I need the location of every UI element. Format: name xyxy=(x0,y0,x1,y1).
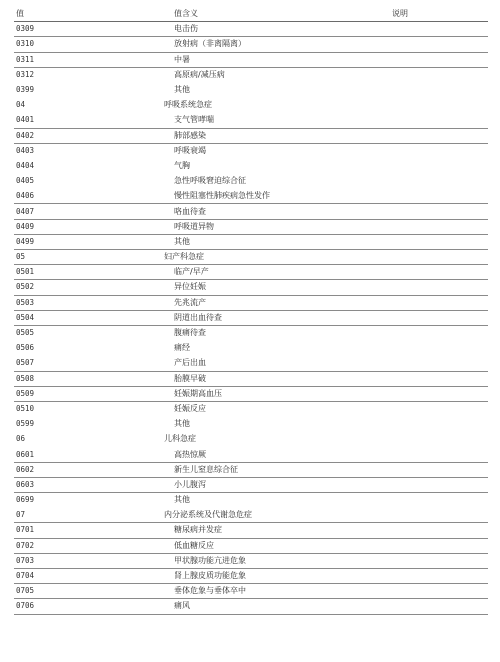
table-row xyxy=(14,280,488,295)
table-row xyxy=(14,22,488,37)
row-note xyxy=(392,477,488,492)
row-meaning: 其他 xyxy=(174,85,190,95)
row-code: 0602 xyxy=(14,462,164,477)
table-row xyxy=(14,568,488,583)
row-code: 0402 xyxy=(14,128,164,143)
row-note xyxy=(392,189,488,204)
table-row xyxy=(14,356,488,371)
table-body xyxy=(14,22,488,614)
row-note xyxy=(392,386,488,401)
row-note xyxy=(392,325,488,340)
row-note xyxy=(392,82,488,97)
row-code: 0701 xyxy=(14,523,164,538)
table-row xyxy=(14,508,488,523)
row-meaning: 呼吸道异物 xyxy=(164,219,392,234)
row-meaning: 肾上腺皮质功能危象 xyxy=(164,568,392,583)
header-meaning: 值含义 xyxy=(164,7,392,22)
row-note xyxy=(392,143,488,158)
row-code: 0507 xyxy=(14,356,164,371)
row-meaning: 内分泌系统及代谢急危症 xyxy=(164,508,392,523)
row-note xyxy=(392,37,488,52)
row-meaning: 妇产科急症 xyxy=(164,250,392,265)
row-note xyxy=(392,568,488,583)
row-note xyxy=(392,508,488,523)
row-note xyxy=(392,584,488,599)
table-row xyxy=(14,250,488,265)
row-note xyxy=(392,234,488,249)
row-meaning: 痛经 xyxy=(174,343,190,353)
row-meaning: 儿科急症 xyxy=(164,434,196,444)
row-code: 0404 xyxy=(16,160,35,170)
table-row xyxy=(14,98,488,113)
row-code: 0599 xyxy=(16,419,35,429)
row-code: 0706 xyxy=(14,599,164,614)
table-row xyxy=(14,584,488,599)
row-note xyxy=(392,128,488,143)
table-row xyxy=(14,477,488,492)
row-meaning: 新生儿窒息综合征 xyxy=(164,462,392,477)
row-code: 0403 xyxy=(16,145,35,155)
row-note xyxy=(392,204,488,219)
row-code: 0407 xyxy=(14,204,164,219)
row-code: 0704 xyxy=(14,568,164,583)
row-note xyxy=(392,52,488,67)
row-meaning: 咯血待查 xyxy=(164,204,392,219)
row-code: 0409 xyxy=(14,219,164,234)
table-row xyxy=(14,234,488,249)
row-code: 0399 xyxy=(16,85,35,95)
row-code: 0702 xyxy=(14,538,164,553)
row-code: 0506 xyxy=(16,343,35,353)
row-code: 0309 xyxy=(14,22,164,37)
table-row xyxy=(14,265,488,280)
table-row xyxy=(14,386,488,401)
row-code: 0510 xyxy=(16,403,35,413)
row-note xyxy=(392,265,488,280)
table-row xyxy=(14,417,488,432)
row-code: 0699 xyxy=(16,495,35,505)
row-code: 0501 xyxy=(14,265,164,280)
row-code: 0705 xyxy=(14,584,164,599)
table-row xyxy=(14,599,488,614)
row-note xyxy=(392,553,488,568)
table-row xyxy=(14,462,488,477)
table-row xyxy=(14,538,488,553)
row-note xyxy=(392,599,488,614)
row-meaning: 小儿腹泻 xyxy=(164,477,392,492)
row-code: 0499 xyxy=(14,234,164,249)
row-code: 0509 xyxy=(14,386,164,401)
header-row xyxy=(14,7,488,22)
row-meaning: 妊娠反应 xyxy=(174,403,206,413)
row-meaning: 产后出血 xyxy=(164,356,392,371)
row-code: 0405 xyxy=(16,176,35,186)
row-note xyxy=(392,295,488,310)
row-note xyxy=(392,523,488,538)
table-row xyxy=(14,143,488,158)
row-code: 04 xyxy=(16,100,26,110)
code-table xyxy=(14,7,488,615)
row-code: 07 xyxy=(14,508,164,523)
row-note xyxy=(392,341,488,356)
table-row xyxy=(14,310,488,325)
row-code: 0504 xyxy=(14,310,164,325)
row-meaning: 呼吸系统急症 xyxy=(164,100,212,110)
row-code: 06 xyxy=(16,434,26,444)
row-meaning: 妊娠期高血压 xyxy=(164,386,392,401)
row-meaning: 糖尿病并发症 xyxy=(164,523,392,538)
row-note xyxy=(392,22,488,37)
row-note xyxy=(392,158,488,173)
row-note xyxy=(392,356,488,371)
table-row xyxy=(14,67,488,82)
table-row xyxy=(14,523,488,538)
row-meaning: 阴道出血待查 xyxy=(164,310,392,325)
table-row xyxy=(14,341,488,356)
row-code: 0505 xyxy=(16,328,35,338)
row-note xyxy=(392,219,488,234)
row-note xyxy=(392,174,488,189)
row-code: 0311 xyxy=(14,52,164,67)
table-row xyxy=(14,432,488,447)
header-note: 说明 xyxy=(392,7,488,22)
row-code: 0310 xyxy=(14,37,164,52)
row-meaning: 低血糖反应 xyxy=(164,538,392,553)
row-meaning: 急性呼吸窘迫综合征 xyxy=(174,176,246,186)
row-code: 0406 xyxy=(14,189,164,204)
row-note xyxy=(392,493,488,508)
row-code: 0502 xyxy=(14,280,164,295)
row-meaning: 甲状腺功能亢进危象 xyxy=(164,553,392,568)
row-meaning: 异位妊娠 xyxy=(164,280,392,295)
row-meaning: 呼吸衰竭 xyxy=(174,145,206,155)
table-row xyxy=(14,325,488,340)
row-code: 0401 xyxy=(14,113,164,128)
row-note xyxy=(392,67,488,82)
row-note xyxy=(392,98,488,113)
row-meaning: 其他 xyxy=(174,419,190,429)
row-code: 0601 xyxy=(14,447,164,462)
row-note xyxy=(392,538,488,553)
header-code: 值 xyxy=(14,7,164,22)
row-meaning: 电击伤 xyxy=(164,22,392,37)
table-row xyxy=(14,128,488,143)
table-row xyxy=(14,295,488,310)
table-row xyxy=(14,401,488,416)
row-meaning: 支气管哮喘 xyxy=(164,113,392,128)
row-code: 0503 xyxy=(14,295,164,310)
row-code: 0508 xyxy=(14,371,164,386)
row-meaning: 放射病（非离隔离） xyxy=(164,37,392,52)
table-row xyxy=(14,82,488,97)
row-code: 0603 xyxy=(14,477,164,492)
table-row xyxy=(14,219,488,234)
row-note xyxy=(392,250,488,265)
row-note xyxy=(392,371,488,386)
row-meaning: 垂体危象与垂体卒中 xyxy=(164,584,392,599)
table-row xyxy=(14,189,488,204)
row-code: 0312 xyxy=(16,69,35,79)
row-code: 0703 xyxy=(14,553,164,568)
row-meaning: 慢性阻塞性肺疾病急性发作 xyxy=(164,189,392,204)
table-row xyxy=(14,371,488,386)
row-meaning: 腹痛待查 xyxy=(174,328,206,338)
table-row xyxy=(14,158,488,173)
table-row xyxy=(14,37,488,52)
row-meaning: 胎膜早破 xyxy=(164,371,392,386)
row-meaning: 高原病/减压病 xyxy=(174,69,225,79)
row-meaning: 痛风 xyxy=(164,599,392,614)
row-meaning: 先兆流产 xyxy=(164,295,392,310)
table-row xyxy=(14,447,488,462)
row-meaning: 其他 xyxy=(164,234,392,249)
row-note xyxy=(392,417,488,432)
table-row xyxy=(14,204,488,219)
row-note xyxy=(392,310,488,325)
row-meaning: 气胸 xyxy=(174,160,190,170)
row-code: 05 xyxy=(14,250,164,265)
row-note xyxy=(392,462,488,477)
table-row xyxy=(14,174,488,189)
row-meaning: 肺部感染 xyxy=(164,128,392,143)
table-row xyxy=(14,553,488,568)
table-row xyxy=(14,113,488,128)
row-meaning: 临产/早产 xyxy=(164,265,392,280)
row-meaning: 中暑 xyxy=(164,52,392,67)
row-meaning: 高热惊厥 xyxy=(164,447,392,462)
row-meaning: 其他 xyxy=(174,495,190,505)
row-note xyxy=(392,447,488,462)
row-note xyxy=(392,401,488,416)
table-row xyxy=(14,493,488,508)
table-row xyxy=(14,52,488,67)
row-note xyxy=(392,280,488,295)
row-note xyxy=(392,113,488,128)
row-note xyxy=(392,432,488,447)
